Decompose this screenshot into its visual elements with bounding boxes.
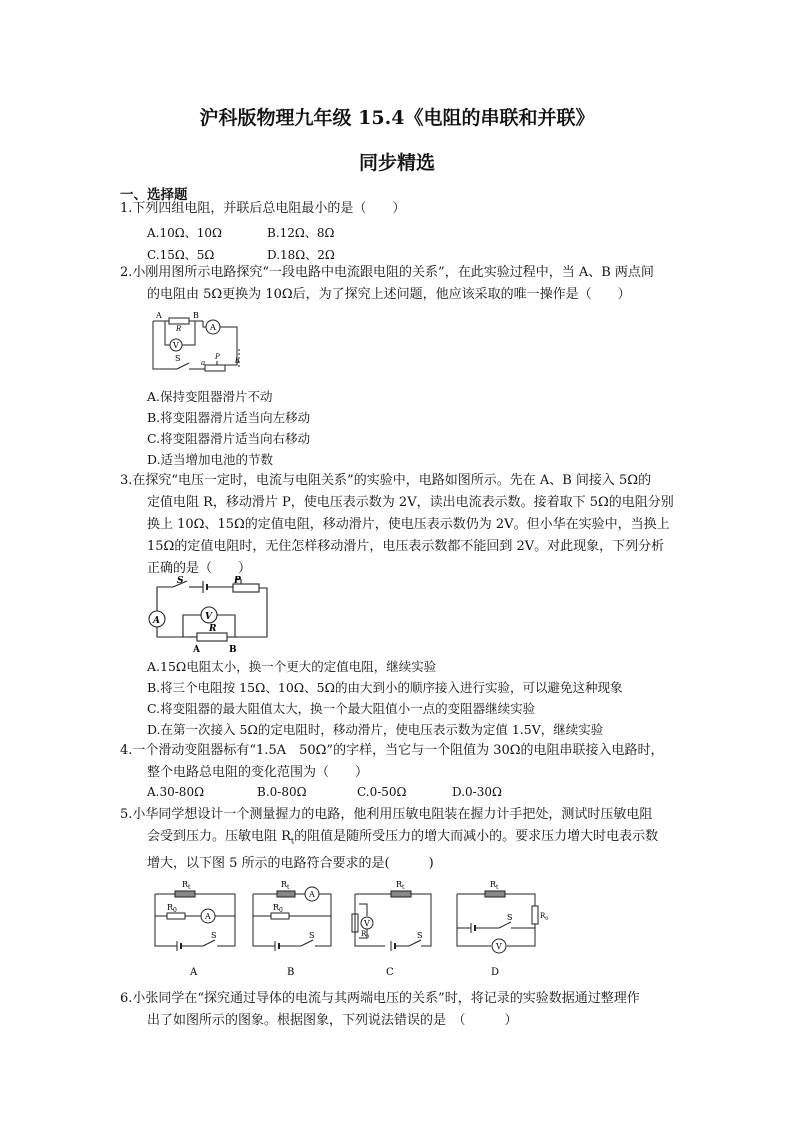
q5-a-ammeter: A: [205, 912, 211, 921]
q4-option-d: D.0-30Ω: [452, 785, 502, 799]
q5-stem-part: 会受到压力。压敏电阻 R: [147, 829, 291, 844]
q5-figure-label-d: D: [491, 967, 500, 978]
q5-c-rt: R: [396, 880, 403, 889]
q2-fig-switch-label: S: [175, 354, 181, 363]
q5-figure-label-b: B: [287, 967, 295, 978]
q5-figure-label-c: C: [386, 967, 394, 978]
q5-d-rt: R: [490, 880, 497, 889]
question-4-stem-line1: 4.一个滑动变阻器标有“1.5A 50Ω”的字样，当它与一个阻值为 30Ω的电阻串联接入电路时，: [120, 743, 664, 758]
q2-fig-slider-label: P: [215, 353, 220, 361]
q2-fig-label-b-point: B: [193, 311, 199, 320]
q3-fig-ammeter: A: [153, 616, 160, 626]
question-3-options: [120, 656, 700, 740]
section-heading: 一、选择题: [120, 187, 188, 203]
question-3: [120, 470, 700, 580]
q2-fig-end-a: a: [201, 359, 206, 367]
q5-d-voltmeter: V: [496, 942, 502, 951]
q5-a-r0: R: [167, 903, 174, 912]
q5-subscript: t: [290, 836, 295, 846]
question-5: [120, 804, 700, 875]
q5-stem-part2: 的阻值是随所受压力的增大而减小的。要求压力增大时电表示数: [294, 829, 659, 844]
q5-c-r0-sub: 0: [366, 934, 370, 940]
q5-d-r0: R: [540, 912, 546, 920]
q5-a-r0-label: [167, 903, 177, 914]
q2-fig-voltmeter: V: [173, 341, 179, 350]
q5-d-rt-label: [490, 880, 499, 891]
q3-fig-point-b: B: [229, 645, 237, 655]
q5-d-switch: S: [507, 913, 513, 922]
q3-fig-resistor: R: [209, 624, 217, 634]
question-3-stem-line1: 3.在探究“电压一定时，电流与电阻关系”的实验中，电路如图所示。先在 A、B 间接入 5Ω的: [120, 473, 652, 488]
page-title: 沪科版物理九年级 15.4《电阻的串联和并联》: [199, 107, 595, 129]
q2-fig-label-resistor: R: [176, 325, 182, 333]
q4-option-b: B.0-80Ω: [257, 785, 307, 799]
q2-fig-label-a-point: A: [156, 311, 162, 320]
q5-figure-label-a: A: [190, 967, 198, 978]
question-2-stem-line1: 2.小刚用图所示电路探究“一段电路中电流跟电阻的关系”，在此实验过程中，当 A、B 两点间: [120, 265, 654, 280]
question-6-stem-line1: 6.小张同学在“探究通过导体的电流与其两端电压的关系”时，将记录的实验数据通过整理作: [120, 991, 640, 1006]
question-1-stem: 1.下列四组电阻，并联后总电阻最小的是（ ）: [120, 201, 406, 216]
q3-fig-point-a: A: [193, 645, 200, 655]
q2-option-c: C.将变阻器滑片适当向右移动: [147, 431, 311, 446]
question-4-stem-line2: 整个电路总电阻的变化范围为（ ）: [147, 765, 369, 780]
q2-fig-ammeter: A: [210, 323, 216, 332]
q3-fig-slider-label: P: [234, 576, 241, 586]
q5-b-switch: S: [309, 931, 315, 940]
question-3-stem-line4: 15Ω的定值电阻时，无住怎样移动滑片，电压表示数都不能回到 2V。对此现象，下列分析: [147, 539, 665, 554]
q1-option-a: A.10Ω、10Ω: [147, 226, 222, 240]
q2-circuit-figure: [143, 309, 243, 377]
q2-fig-end-b: b: [235, 357, 240, 365]
q5-c-r0: R: [361, 930, 367, 938]
q1-option-d: D.18Ω、2Ω: [267, 248, 335, 262]
q5-b-r0: R: [273, 903, 280, 912]
q5-c-rt-label: [396, 880, 405, 891]
q5-c-voltmeter: V: [364, 919, 370, 928]
q2-option-d: D.适当增加电池的节数: [147, 452, 274, 467]
q1-option-c: C.15Ω、5Ω: [147, 248, 215, 262]
q5-a-r0-sub: 0: [173, 907, 177, 914]
q5-a-switch: S: [211, 931, 217, 940]
q5-b-rt: R: [281, 880, 288, 889]
q5-b-r0-label: [273, 903, 283, 914]
q3-fig-switch-label: S: [177, 576, 184, 586]
q5-a-rt-sub: t: [188, 884, 191, 891]
question-5-stem-line1: 5.小华同学想设计一个测量握力的电路，他利用压敏电阻装在握力计手把处，测试时压敏电阻: [120, 807, 653, 822]
q3-option-a: A.15Ω电阻太小，换一个更大的定值电阻，继续实验: [147, 659, 437, 674]
q5-a-rt: R: [182, 880, 189, 889]
q4-option-c: C.0-50Ω: [357, 785, 407, 799]
question-3-stem-line3: 换上 10Ω、15Ω的定值电阻，移动滑片，使电压表示数仍为 2V。但小华在实验中，当换上: [147, 517, 670, 532]
q3-option-d: D.在第一次接入 5Ω的定电阻时，移动滑片，使电压表示数为定值 1.5V，继续实验: [147, 722, 604, 737]
page-subtitle: 同步精选: [358, 152, 435, 174]
q5-circuit-figures: [145, 876, 555, 982]
q2-option-a: A.保持变阻器滑片不动: [147, 389, 273, 404]
question-1: [120, 198, 700, 220]
q5-a-rt-label: [182, 880, 191, 891]
question-6: [120, 988, 700, 1032]
question-2-stem-line2: 的电阻由 5Ω更换为 10Ω后，为了探究上述问题，他应该采取的唯一操作是（ ）: [147, 287, 631, 302]
q5-c-rt-sub: t: [402, 884, 405, 891]
q3-circuit-figure: [145, 575, 275, 655]
question-5-stem-line3: 增大，以下图 5 所示的电路符合要求的是( ): [147, 855, 434, 871]
q3-option-c: C.将变阻器的最大阻值太大，换一个最大阻值小一点的变阻器继续实验: [147, 701, 536, 716]
q3-option-b: B.将三个电阻按 15Ω、10Ω、5Ω的由大到小的顺序接入进行实验，可以避免这种现象: [147, 680, 623, 695]
q5-b-r0-sub: 0: [279, 907, 283, 914]
q3-fig-voltmeter: V: [205, 612, 212, 622]
question-3-stem-line5: 正确的是（ ）: [147, 561, 252, 576]
q5-d-r0-label: [540, 912, 548, 922]
question-3-stem-line2: 定值电阻 R，移动滑片 P，使电压表示数为 2V，读出电流表示数。接着取下 5Ω的电阻分别: [147, 495, 674, 510]
q4-option-a: A.30-80Ω: [147, 785, 205, 799]
q2-option-b: B.将变阻器滑片适当向左移动: [147, 410, 311, 425]
q5-b-ammeter: A: [309, 890, 315, 899]
question-5-stem-line2: [120, 826, 700, 853]
question-2-options: [120, 386, 700, 470]
q5-b-rt-label: [281, 880, 290, 891]
q5-d-rt-sub: t: [496, 884, 499, 891]
question-2: [120, 262, 700, 306]
q5-d-r0-sub: 0: [545, 916, 549, 922]
question-4: [120, 740, 700, 784]
question-6-stem-line2: 出了如图所示的图象。根据图象，下列说法错误的是 （ ）: [147, 1013, 518, 1028]
q5-b-rt-sub: t: [287, 884, 290, 891]
q1-option-b: B.12Ω、8Ω: [267, 226, 335, 240]
q5-c-switch: S: [417, 931, 423, 940]
